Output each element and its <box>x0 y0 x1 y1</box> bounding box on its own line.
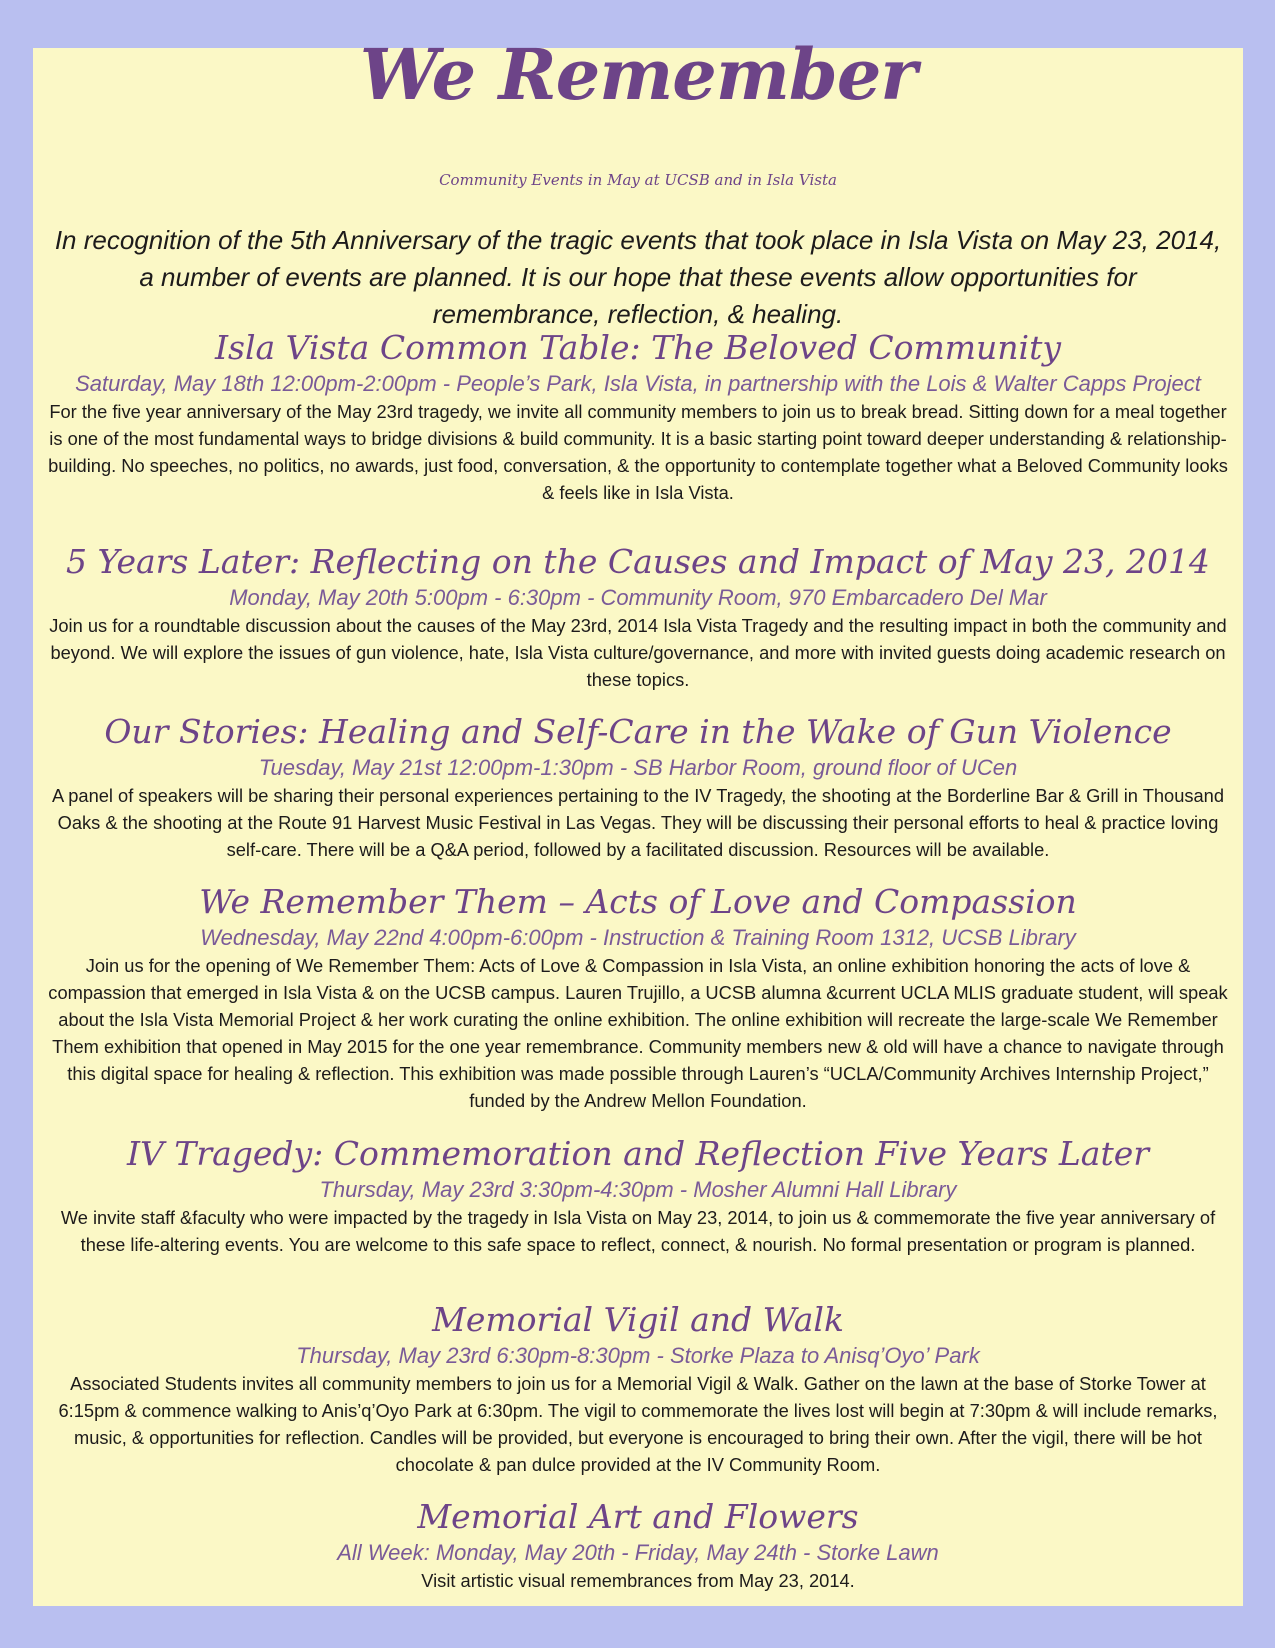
event-common-table <box>33 327 1243 506</box>
event-datetime: Tuesday, May 21st 12:00pm-1:30pm - SB Harbor Room, ground floor of UCen <box>258 755 1018 780</box>
event-iv-tragedy <box>33 1133 1243 1258</box>
event-description: Associated Students invites all community members to join us for a Memorial Vigil & Walk. Gather on the lawn at the base of Storke Tower at 6:15pm & commence walking to Anis’q’Oyo Park at 6:30pm. The vigil to commemorate the lives lost will begin at 7:30pm & will include remarks, music, & opportunities for reflection. Candles will be provided, but everyone is encouraged to bring their own. After the vigil, there will be hot chocolate & pan dulce provided at the IV Community Room. <box>58 1373 1218 1475</box>
page-title: We Remember <box>359 33 917 116</box>
intro-paragraph: In recognition of the 5th Anniversary of the tragic events that took place in Isla Vista on May 23, 2014, a number of events are planned. It is our hope that these events allow opportunities for remembrance, reflection, & healing. <box>54 225 1222 329</box>
event-title: Isla Vista Common Table: The Beloved Community <box>214 328 1062 367</box>
event-memorial-art <box>33 1496 1243 1594</box>
event-datetime: Thursday, May 23rd 3:30pm-4:30pm - Mosher Alumni Hall Library <box>319 1177 957 1202</box>
page-subtitle: Community Events in May at UCSB and in Isla Vista <box>439 171 837 189</box>
event-five-years-later <box>33 541 1243 693</box>
event-description: A panel of speakers will be sharing their personal experiences pertaining to the IV Tragedy, the shooting at the Borderline Bar & Grill in Thousand Oaks & the shooting at the Route 91 Harvest Music Festival in Las Vegas. They will be discussing their personal efforts to heal & practice loving self-care. There will be a Q&A period, followed by a facilitated discussion. Resources will be available. <box>51 785 1225 860</box>
event-memorial-vigil <box>33 1299 1243 1478</box>
event-datetime: Thursday, May 23rd 6:30pm-8:30pm - Storke Plaza to Anisq’Oyo’ Park <box>296 1343 980 1368</box>
event-we-remember-them <box>33 881 1243 1114</box>
event-title: IV Tragedy: Commemoration and Reflection Five Years Later <box>126 1134 1150 1173</box>
event-description: Visit artistic visual remembrances from May 23, 2014. <box>421 1570 855 1591</box>
event-title: 5 Years Later: Reflecting on the Causes and Impact of May 23, 2014 <box>66 542 1210 581</box>
event-title: Our Stories: Healing and Self-Care in the Wake of Gun Violence <box>104 712 1172 751</box>
event-description: For the five year anniversary of the May 23rd tragedy, we invite all community members to join us to break bread. Sitting down for a meal together is one of the most fundamental ways to bridge divisions & build community. It is a basic starting point toward deeper understanding & relationship-building. No speeches, no politics, no awards, just food, conversation, & the opportunity to contemplate together what a Beloved Community looks & feels like in Isla Vista. <box>48 401 1228 503</box>
event-our-stories <box>33 711 1243 863</box>
event-datetime: Wednesday, May 22nd 4:00pm-6:00pm - Instruction & Training Room 1312, UCSB Library <box>200 925 1076 950</box>
event-datetime: Monday, May 20th 5:00pm - 6:30pm - Community Room, 970 Embarcadero Del Mar <box>229 585 1047 610</box>
event-description: We invite staff &faculty who were impacted by the tragedy in Isla Vista on May 23, 2014, to join us & commemorate the five year anniversary of these life-altering events. You are welcome to this safe space to reflect, connect, & nourish. No formal presentation or program is planned. <box>60 1207 1216 1255</box>
event-description: Join us for a roundtable discussion about the causes of the May 23rd, 2014 Isla Vista Tragedy and the resulting impact in both the community and beyond. We will explore the issues of gun violence, hate, Isla Vista culture/governance, and more with invited guests doing academic research on these topics. <box>49 615 1227 690</box>
event-title: Memorial Vigil and Walk <box>432 1300 844 1339</box>
event-datetime: Saturday, May 18th 12:00pm-2:00pm - People’s Park, Isla Vista, in partnership with the Lois & Walter Capps Project <box>75 371 1201 396</box>
event-datetime: All Week: Monday, May 20th - Friday, May 24th - Storke Lawn <box>337 1540 939 1565</box>
event-title: We Remember Them – Acts of Love and Compassion <box>199 882 1077 921</box>
event-title: Memorial Art and Flowers <box>417 1497 859 1536</box>
event-description: Join us for the opening of We Remember Them: Acts of Love & Compassion in Isla Vista, an online exhibition honoring the acts of love & compassion that emerged in Isla Vista & on the UCSB campus. Lauren Trujillo, a UCSB alumna &current UCLA MLIS graduate student, will speak about the Isla Vista Memorial Project & her work curating the online exhibition. The online exhibition will recreate the large-scale We Remember Them exhibition that opened in May 2015 for the one year remembrance. Community members new & old will have a chance to navigate through this digital space for healing & reflection. This exhibition was made possible through Lauren’s “UCLA/Community Archives Internship Project,” funded by the Andrew Mellon Foundation. <box>48 955 1228 1111</box>
